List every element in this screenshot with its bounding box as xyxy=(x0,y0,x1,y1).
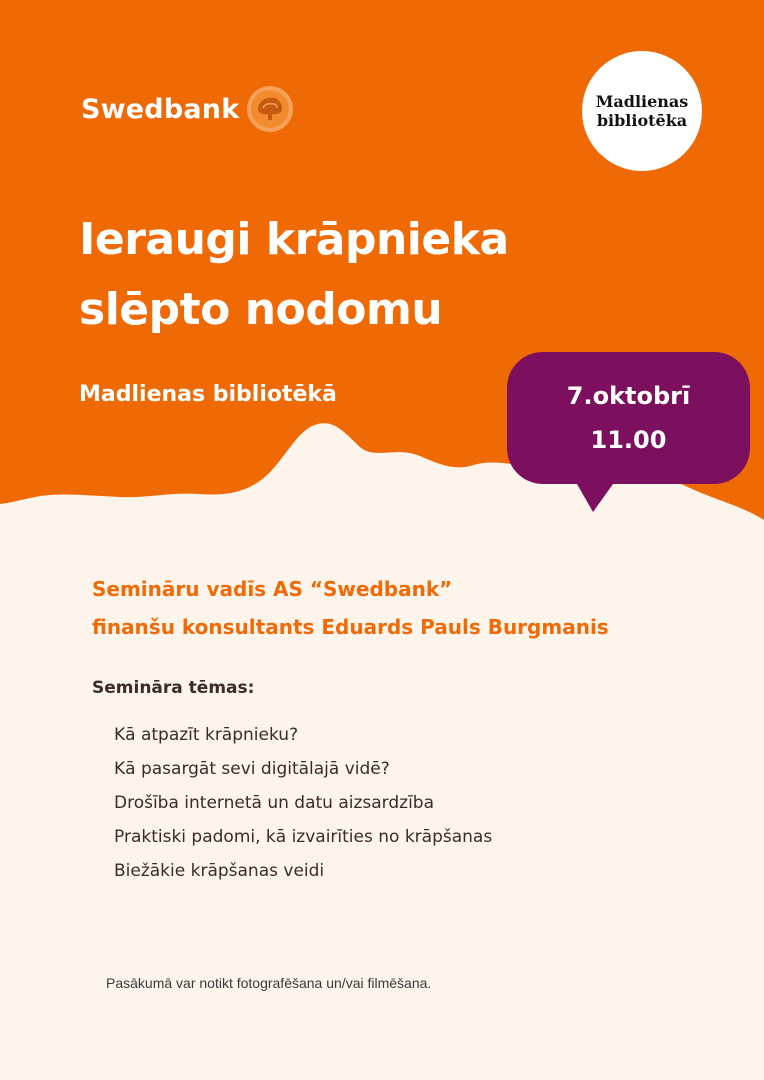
topic-item: Kā pasargāt sevi digitālajā vidē? xyxy=(114,759,390,779)
swedbank-oak-tree-icon xyxy=(245,84,295,134)
headline-line-1: Ieraugi krāpnieka xyxy=(79,214,509,265)
lead-line-1: Semināru vadīs AS “Swedbank” xyxy=(92,577,453,601)
lead-line-2: finanšu konsultants Eduards Pauls Burgmanis xyxy=(92,615,609,639)
date-time-bubble xyxy=(507,352,750,484)
event-date: 7.oktobrī xyxy=(566,382,691,410)
badge-line-2: bibliotēka xyxy=(596,111,688,130)
topic-item: Biežākie krāpšanas veidi xyxy=(114,861,325,881)
topics-list xyxy=(114,718,492,888)
library-badge xyxy=(582,51,702,171)
photo-notice: Pasākumā var notikt fotografēšana un/vai filmēšana. xyxy=(106,975,432,991)
topic-item: Drošība internetā un datu aizsardzība xyxy=(114,793,435,813)
event-time: 11.00 xyxy=(590,426,667,454)
headline-line-2: slēpto nodomu xyxy=(79,284,443,335)
headline xyxy=(79,205,639,345)
location-subline: Madlienas bibliotēkā xyxy=(79,382,337,407)
topic-item: Kā atpazīt krāpnieku? xyxy=(114,725,299,745)
topics-title: Semināra tēmas: xyxy=(92,678,255,698)
swedbank-brand xyxy=(81,84,295,134)
badge-line-1: Madlienas xyxy=(595,92,689,111)
topic-item: Praktiski padomi, kā izvairīties no krāpšanas xyxy=(114,827,493,847)
brand-name: Swedbank xyxy=(81,93,240,125)
speaker-lead xyxy=(92,570,732,646)
